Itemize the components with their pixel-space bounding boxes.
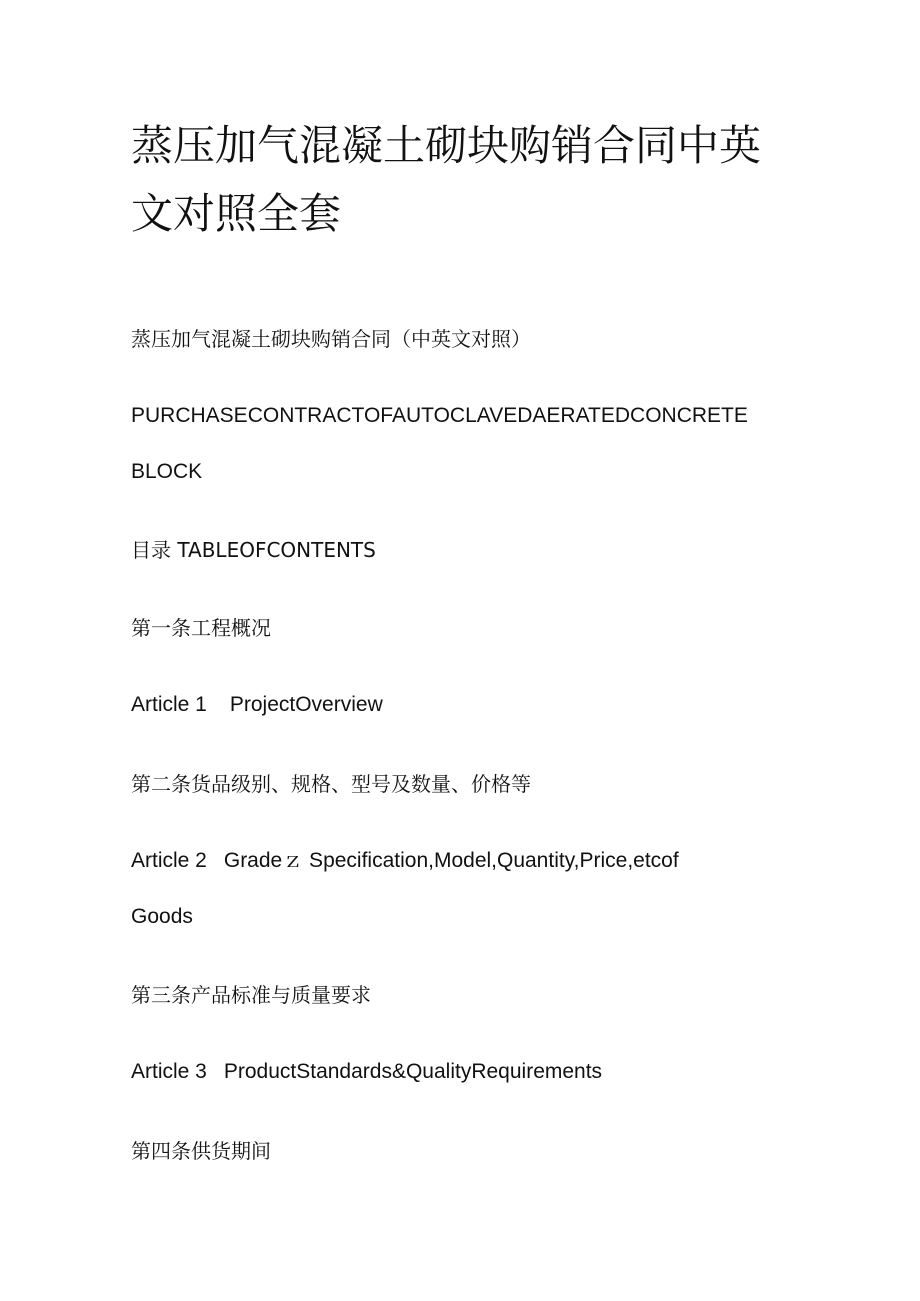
toc-item-2-label: Article 2 (131, 849, 207, 872)
toc-item-2-en (131, 847, 679, 875)
contract-title-en-line2: BLOCK (131, 460, 203, 483)
toc-item-2-title: Gradeｚ Specification,Model,Quantity,Price,etcof (223, 849, 679, 872)
contract-title-en-line1: PURCHASECONTRACTOFAUTOCLAVEDAERATEDCONCRETE (131, 404, 748, 427)
document-title: 蒸压加气混凝土砌块购销合同中英文对照全套 (131, 121, 762, 238)
toc-item-4-cn: 第四条供货期间 (131, 1139, 271, 1163)
contract-title-cn: 蒸压加气混凝土砌块购销合同（中英文对照） (131, 327, 531, 351)
toc-item-3-label: Article 3 (131, 1060, 207, 1083)
toc-item-3-cn: 第三条产品标准与质量要求 (131, 983, 371, 1007)
toc-item-3-en (131, 1058, 602, 1086)
toc-item-3-title: ProductStandards&QualityRequirements (223, 1060, 603, 1083)
toc-item-1-label: Article 1 (131, 693, 207, 716)
toc-item-2-en-cont: Goods (131, 905, 193, 928)
toc-item-1-en (131, 691, 383, 719)
toc-item-1-title: ProjectOverview (229, 693, 383, 716)
toc-heading: 目录 TABLEOFCONTENTS (131, 538, 376, 562)
toc-item-1-cn: 第一条工程概况 (131, 616, 271, 640)
toc-item-2-cn: 第二条货品级别、规格、型号及数量、价格等 (131, 772, 531, 796)
